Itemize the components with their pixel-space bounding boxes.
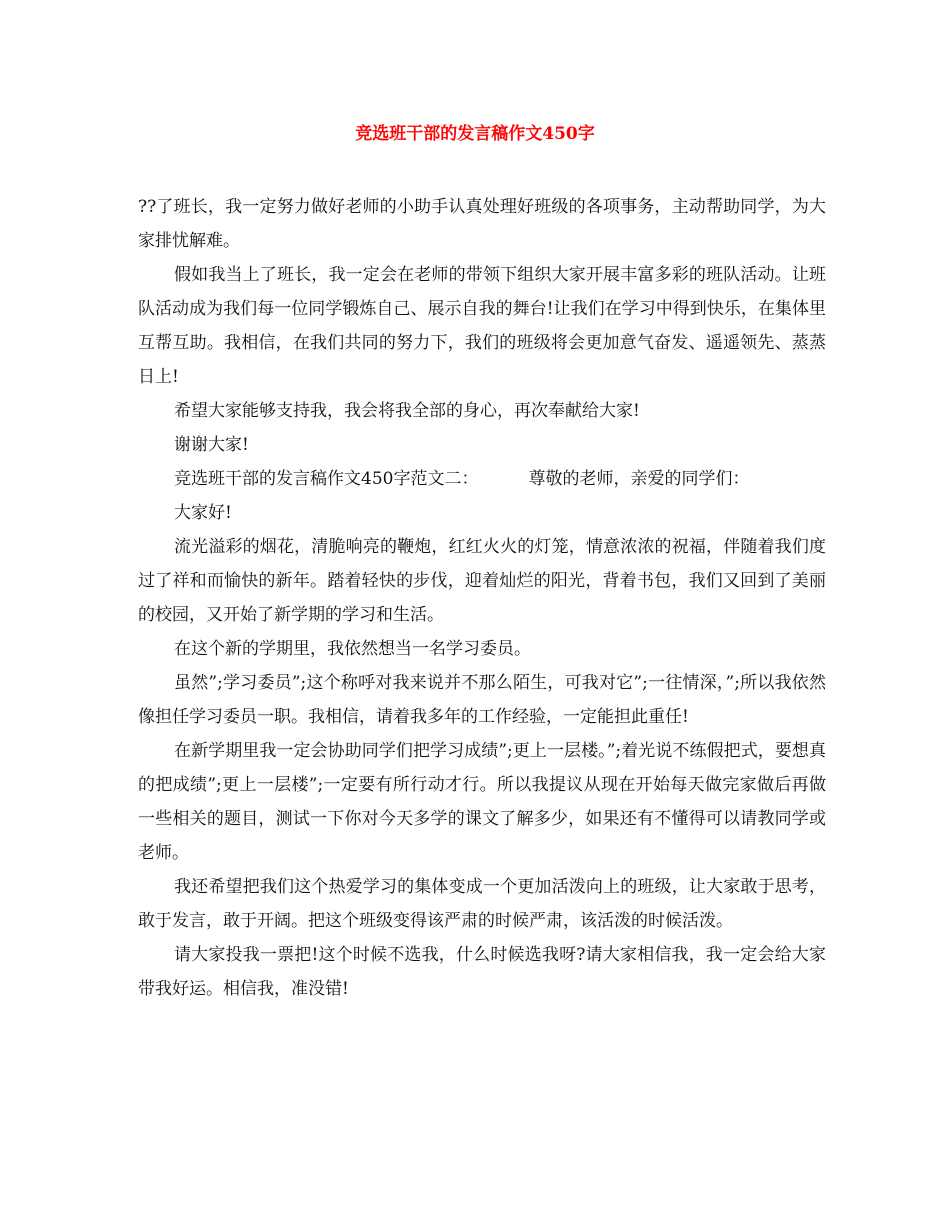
paragraph: ??了班长，我一定努力做好老师的小助手认真处理好班级的各项事务，主动帮助同学，为大家排忧解难。 [138,197,826,251]
paragraph: 假如我当上了班长，我一定会在老师的带领下组织大家开展丰富多彩的班队活动。让班队活动成为我们每一位同学锻炼自己、展示自我的舞台!让我们在学习中得到快乐，在集体里互帮互助。我相信，在我们共同的努力下，我们的班级将会更加意气奋发、遥遥领先、蒸蒸日上! [138,265,826,387]
paragraph: 虽然”;学习委员”;这个称呼对我来说并不那么陌生，可我对它”;一往情深，”;所以我依然像担任学习委员一职。我相信，请着我多年的工作经验，一定能担此重任! [138,673,826,727]
section-heading: 竞选班干部的发言稿作文450字范文二： [174,469,479,489]
paragraph: 流光溢彩的烟花，清脆响亮的鞭炮，红红火火的灯笼，情意浓浓的祝福，伴随着我们度过了祥和而愉快的新年。踏着轻快的步伐，迎着灿烂的阳光，背着书包，我们又回到了美丽的校园，又开始了新学期的学习和生活。 [138,537,826,625]
paragraph: 希望大家能够支持我，我会将我全部的身心，再次奉献给大家! [174,401,640,421]
salutation: 尊敬的老师，亲爱的同学们： [528,469,750,489]
paragraph: 在这个新的学期里，我依然想当一名学习委员。 [174,639,531,659]
document-body [138,190,826,1006]
paragraph: 谢谢大家! [174,435,249,455]
paragraph: 大家好! [174,503,232,523]
section-heading-line [138,462,826,496]
document-title: 竞选班干部的发言稿作文450字 [355,124,595,144]
paragraph: 在新学期里我一定会协助同学们把学习成绩”;更上一层楼。”;着光说不练假把式，要想真的把成绩”;更上一层楼”;一定要有所行动才行。所以我提议从现在开始每天做完家做后再做一些相关的题目，测试一下你对今天多学的课文了解多少，如果还有不懂得可以请教同学或老师。 [138,741,826,863]
paragraph: 请大家投我一票把!这个时候不选我，什么时候选我呀?请大家相信我，我一定会给大家带我好运。相信我，准没错! [138,945,826,999]
paragraph: 我还希望把我们这个热爱学习的集体变成一个更加活泼向上的班级，让大家敢于思考，敢于发言，敢于开阔。把这个班级变得该严肃的时候严肃，该活泼的时候活泼。 [138,877,826,931]
